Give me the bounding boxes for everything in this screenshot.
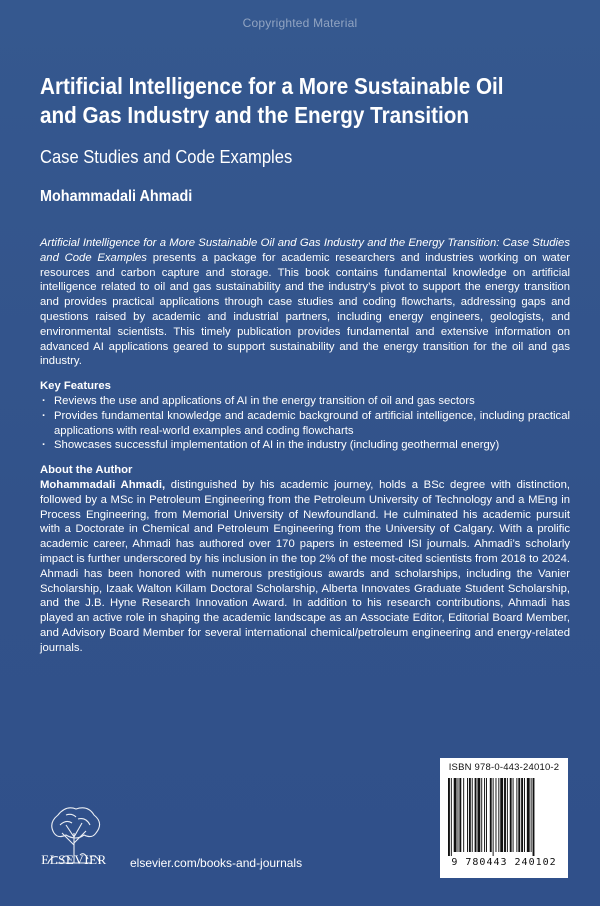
title-line-2: and Gas Industry and the Energy Transition [40, 102, 470, 128]
barcode-bar [486, 778, 487, 852]
isbn-barcode [440, 758, 568, 878]
key-features-list [40, 394, 570, 453]
barcode-bar [472, 778, 473, 852]
barcode-bar [484, 778, 485, 852]
barcode-bar [518, 778, 520, 852]
barcode-bar [510, 778, 512, 852]
barcode-bar [504, 778, 506, 852]
publisher-url: elsevier.com/books-and-journals [130, 856, 303, 870]
key-feature-item: · Reviews the use and applications of AI in the energy transition of oil and gas sectors [40, 394, 570, 409]
barcode-bar [448, 778, 450, 856]
barcode-bar [451, 778, 452, 856]
author-bio-name: Mohammadali Ahmadi, [40, 478, 166, 491]
author-name: Mohammadali Ahmadi [40, 188, 193, 205]
barcode-bar [498, 778, 499, 852]
barcode-bar [469, 778, 471, 852]
barcode-bar [458, 778, 459, 852]
description-italic-title: Artificial Intelligence for a More Sustainable Oil and Gas Industry and the Energy Transition: Case Studies and Code Examples [40, 237, 570, 264]
isbn-label: ISBN 978-0-443-24010-2 [448, 762, 560, 773]
title-line-1: Artificial Intelligence for a More Sustainable Oil [40, 73, 504, 99]
key-feature-item: · Provides fundamental knowledge and academic background of artificial intelligence, including practical applications with real-world examples and coding flowcharts [40, 409, 570, 439]
key-feature-item: · Showcases successful implementation of AI in the industry (including geothermal energy) [40, 438, 570, 453]
barcode-bar [463, 778, 464, 852]
publisher-logo-word: ELSEVIER [41, 852, 107, 867]
description-text: presents a package for academic researchers and industries working on water resources and carbon capture and storage. This book contains fundamental knowledge on artificial intelligence related to oil and gas sustainability and the industry’s pivot to support the energy transition and provides practical applications through case studies and coding flowcharts, addressing gaps and questions raised by academic and industrial partners, including energy engineers, geologists, and environmental scientists. This timely publication provides fundamental and extensive information on advanced AI applications geared to support sustainability and the energy transition for the oil and gas industry. [40, 251, 570, 368]
about-author-heading: About the Author [40, 464, 133, 477]
barcode-bar [477, 778, 480, 852]
barcode-digits: 9 780443 240102 [451, 857, 557, 868]
barcode-bar [490, 778, 492, 852]
barcode-bar [527, 778, 530, 852]
author-bio [40, 478, 570, 656]
barcode-bars-icon [446, 778, 562, 856]
book-subtitle: Case Studies and Code Examples [40, 147, 293, 167]
barcode-bar [513, 778, 514, 852]
key-features-heading: Key Features [40, 380, 111, 393]
watermark: Copyrighted Material [242, 16, 358, 30]
barcode-bar [467, 778, 468, 852]
description-paragraph [40, 236, 570, 369]
author-bio-text: distinguished by his academic journey, holds a BSc degree with distinction, followed by a MSc in Petroleum Engineering from the Petroleum University of Technology and a MEng in Process Engineering, from Memorial University of Newfoundland. He culminated his academic pursuit with a Doctorate in Chemical and Petroleum Engineering from the University of Calgary. With a prolific academic career, Ahmadi has authored over 170 papers in esteemed ISI journals. Ahmadi’s scholarly impact is further underscored by his inclusion in the top 2% of the most-cited scientists from 2018 to 2024. Ahmadi has been honored with numerous prestigious awards and scholarships, including the Vanier Scholarship, Izaak Walton Killam Doctoral Scholarship, Alberta Innovates Graduate Student Scholarship, and the J.B. Hyne Research Innovation Award. In addition to his research contributions, Ahmadi has played an active role in shaping the academic landscape as an Associate Editor, Editorial Board Member, and Advisory Board Member for several international chemical/petroleum engineering and energy-related journals. [40, 478, 570, 654]
barcode-bar [516, 778, 517, 852]
barcode-bar [475, 778, 477, 852]
barcode-bar [533, 778, 535, 856]
blurb [40, 236, 570, 656]
barcode-bar [454, 778, 457, 852]
book-title [40, 72, 571, 130]
barcode-bar [459, 778, 461, 852]
barcode-bar [493, 778, 494, 856]
barcode-bar [524, 778, 525, 852]
barcode-bar [531, 778, 532, 852]
barcode-bar [496, 778, 497, 852]
barcode-bar [521, 778, 523, 852]
barcode-bar [500, 778, 503, 852]
barcode-bar [481, 778, 482, 852]
barcode-bar [507, 778, 508, 852]
